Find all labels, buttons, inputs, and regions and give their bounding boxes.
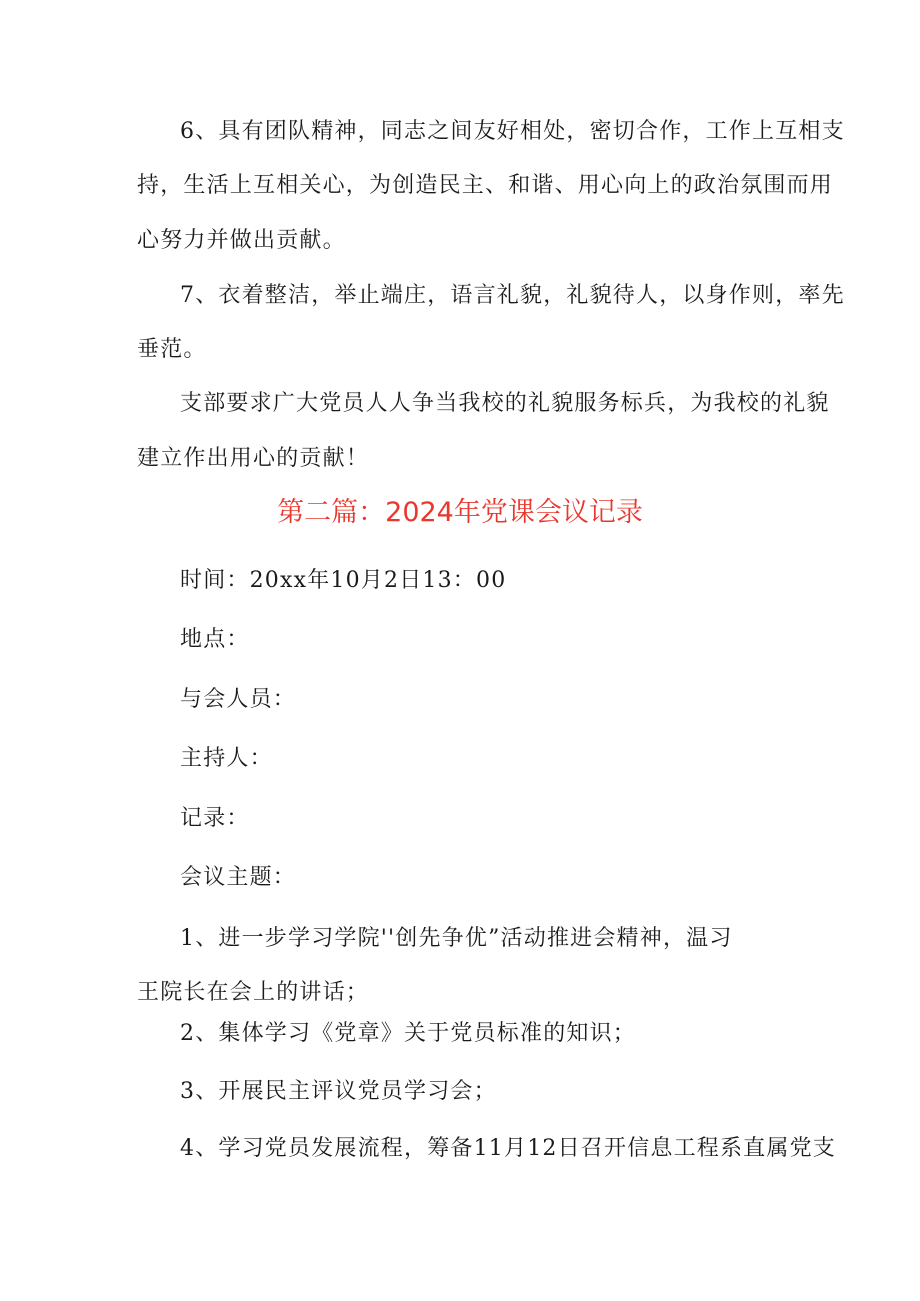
meeting-location: 地点： bbox=[180, 627, 250, 652]
agenda-item-1-line-1: 1、进一步学习学院''创先争优”活动推进会精神，温习 bbox=[180, 926, 733, 951]
closing-line-2: 建立作出用心的贡献！ bbox=[137, 446, 370, 471]
meeting-recorder: 记录： bbox=[180, 806, 250, 831]
agenda-item-3: 3、开展民主评议党员学习会； bbox=[180, 1079, 497, 1104]
section-two-title: 第二篇：2024年党课会议记录 bbox=[277, 497, 643, 528]
item-6-line-3: 心努力并做出贡献。 bbox=[137, 228, 346, 253]
item-6-line-2: 持，生活上互相关心，为创造民主、和谐、用心向上的政治氛围而用 bbox=[137, 173, 834, 198]
meeting-host: 主持人： bbox=[180, 746, 273, 771]
agenda-item-2: 2、集体学习《党章》关于党员标准的知识； bbox=[180, 1021, 636, 1046]
meeting-attendees: 与会人员： bbox=[180, 687, 297, 712]
agenda-item-1-line-2: 王院长在会上的讲话； bbox=[137, 980, 370, 1005]
meeting-time: 时间：20xx年10月2日13：00 bbox=[180, 568, 507, 593]
closing-line-1: 支部要求广大党员人人争当我校的礼貌服务标兵，为我校的礼貌 bbox=[180, 391, 830, 416]
agenda-item-4: 4、学习党员发展流程，筹备11月12日召开信息工程系直属党支 bbox=[180, 1136, 836, 1161]
item-7-line-1: 7、衣着整洁，举止端庄，语言礼貌，礼貌待人，以身作则，率先 bbox=[180, 283, 845, 308]
meeting-topic: 会议主题： bbox=[180, 865, 297, 890]
item-6-line-1: 6、具有团队精神，同志之间友好相处，密切合作，工作上互相支 bbox=[180, 119, 845, 144]
item-7-line-2: 垂范。 bbox=[137, 337, 207, 362]
